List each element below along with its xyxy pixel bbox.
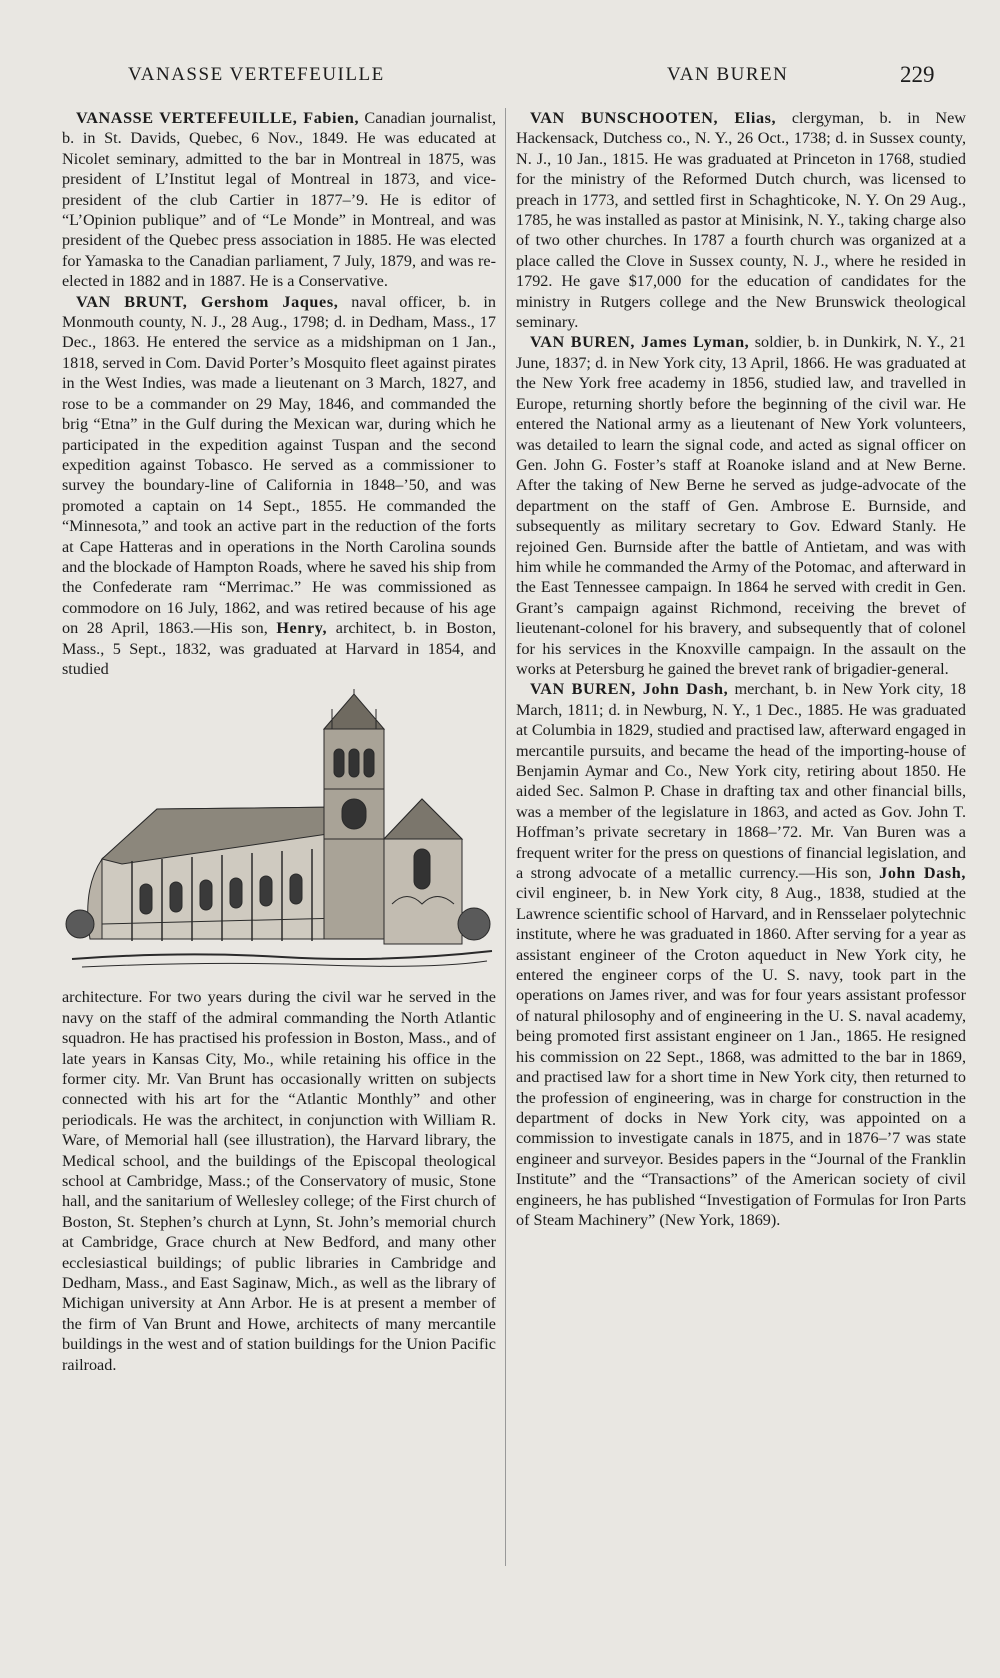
entry-text: naval officer, b. in Monmouth county, N. J., 28 Aug., 1798; d. in Dedham, Mass., 17 Dec., 1863. He entered the service as a midshipman on 1 Jan., 1818, served in Com. David Porter’s Mosquito fleet against pirates in the West Indies, was made a lieutenant on 3 March, 1827, and rose to be a commander on 29 May, 1846, and commanded the brig “Etna” in the Gulf during the Mexican war, during which he participated in the expedition against Tuspan and the second expedition against Tobasco. He served as a commissioner to survey the boundary-line of California in 1848–’50, and was promoted a captain on 14 Sept., 1855. He commanded the “Minnesota,” and took an active part in the reduction of the forts at Cape Hatteras and in operations in the North Carolina sounds and the blockade of Hampton Roads, where he saved his ship from the Confederate ram “Merrimac.” He was commissioned as commodore on 16 July, 1862, and was retired because of his age on 28 April, 1863.—His son, [62, 292, 497, 638]
entry-headword: VAN BRUNT, Gershom Jaques, [76, 292, 339, 311]
entry-text: Canadian journalist, b. in St. Davids, Quebec, 6 Nov., 1849. He was educated at Nicolet seminary, admitted to the bar in Montreal in 1875, was president of L’Institut legal of Montreal in 1873, and vice-president of the club Cartier in 1877–’9. He is editor of “L’Opinion publique” and of “Le Monde” in Montreal, and was president of the Quebec press association in 1885. He was elected for Yamaska to the Canadian parliament, 7 July, 1879, and was re-elected in 1882 and in 1887. He is a Conservative. [62, 109, 496, 291]
entry-text: civil engineer, b. in New York city, 8 Aug., 1838, studied at the Lawrence scientific school of Harvard, and in Rensselaer polytechnic institute, where he was graduated in 1860. After serving for a year as assistant engineer of the Croton aqueduct in New York city, he entered the engineer corps of the U. S. navy, took part in the operations on James river, and was for four years assistant professor of natural philosophy and of engineering in the U. S. naval academy, being promoted first assistant engineer on 1 Jan., 1865. He resigned his commission on 22 Sept., 1868, was admitted to the bar in 1869, and practised law for a short time in New York city, then returned to the profession of engineering, was in charge for construction in the department of docks in New York city, was appointed on a commission to investigate canals in 1875, and in 1876–’7 was state engineer and surveyor. Besides papers in the “Journal of the Franklin Institute” and the “Transactions” of the American society of civil engineers, he has published “Investigation of Formulas for Iron Parts of Steam Machinery” (New York, 1869). [516, 884, 966, 1229]
entry-text: architect, b. in Boston, Mass., 5 Sept., 1832, was graduated at Harvard in 1854, and studied [62, 619, 497, 678]
right-column [516, 108, 966, 1230]
entry-van-brunt-continued [62, 987, 496, 1375]
entry-van-bunschooten [516, 108, 966, 332]
entry-headword: VAN BUREN, John Dash, [530, 680, 729, 699]
son-headword: John Dash, [879, 864, 967, 883]
running-head-left: VANASSE VERTEFEUILLE [128, 64, 385, 85]
entry-headword: VANASSE VERTEFEUILLE, Fabien, [76, 109, 360, 127]
entry-vanasse-vertefeuille [62, 108, 496, 292]
entry-text: clergyman, b. in New Hackensack, Dutchess co., N. Y., 26 Oct., 1738; d. in Sussex county, N. J., 10 Jan., 1815. He was graduated at Princeton in 1768, studied for the ministry of the Reformed Dutch church, was licensed to preach in 1773, and settled first in Schaghticoke, N. Y. On 29 Aug., 1785, he was installed as pastor at Minisink, N. Y., taking charge also of two other churches. In 1787 a fourth church was organized at a place called the Clove in Sussex county, N. J., where he resided in 1792. He gave $17,000 for the education of candidates for the ministry in Rutgers college and the New Brunswick theological seminary. [516, 109, 966, 332]
entry-van-brunt [62, 292, 496, 680]
page-number: 229 [900, 62, 935, 87]
entry-text: merchant, b. in New York city, 18 March, 1811; d. in Newburg, N. Y., 1 Dec., 1885. He was graduated at Columbia in 1829, studied and practised law, afterward engaged in mercantile pursuits, and became the head of the importing-house of Benjamin Aymar and Co., New York city, retiring about 1850. He aided Sec. Salmon P. Chase in drafting tax and other financial bills, was a member of the legislature in 1863, and acted as Gov. John T. Hoffman’s private secretary in 1868–’72. Mr. Van Buren was a frequent writer for the press on questions of financial legislation, and a strong advocate of a metallic currency.—His son, [516, 680, 966, 883]
entry-text: soldier, b. in Dunkirk, N. Y., 21 June, 1837; d. in New York city, 13 April, 1866. He was graduated at the New York free academy in 1856, studied law, and travelled in Europe, returning shortly before the beginning of the civil war. He entered the National army as a lieutenant of New York volunteers, was detailed to learn the signal code, and acted as signal officer on Gen. John G. Foster’s staff at Roanoke island and at New Berne. After the taking of New Berne he served as judge-advocate of the department on the staff of Gen. Ambrose E. Burnside, and subsequently as military secretary to Gov. Edward Stanly. He rejoined Gen. Burnside after the battle of Antietam, and was with him while he commanded the Army of the Potomac, and afterward in the East Tennessee campaign. In 1864 he served with credit in Gen. Grant’s campaign against Richmond, receiving the brevet of lieutenant-colonel for his bravery, and subsequently that of colonel for his services in the Knoxville campaign. In the assault on the works at Petersburg he gained the brevet rank of brigadier-general. [516, 333, 966, 678]
entry-text: architecture. For two years during the civil war he served in the navy on the staff of the admiral commanding the North Atlantic squadron. He has practised his profession in Boston, Mass., and of late years in Kansas City, Mo., while retaining his office in the former city. Mr. Van Brunt has occasionally written on subjects connected with his art for the “Atlantic Monthly” and other periodicals. He was the architect, in conjunction with William R. Ware, of Memorial hall (see illustration), the Harvard library, the Medical school, and the buildings of the Episcopal theological school at Cambridge, Mass.; of the Conservatory of music, Stone hall, and the sanitarium of Wellesley college; of the First church of Boston, St. Stephen’s church at Lynn, St. John’s memorial church at Cambridge, Grace church at New Bedford, and many other ecclesiastical buildings; of public libraries in Cambridge and Dedham, Mass., and East Saginaw, Mich., as well as the library of Michigan university at Ann Arbor. He is at present a member of the firm of Van Brunt and Howe, architects of many mercantile buildings in the west and of station buildings for the Union Pacific railroad. [62, 988, 496, 1374]
entry-van-buren-john [516, 679, 966, 1230]
running-head-center: VAN BUREN [667, 64, 789, 85]
memorial-hall-illustration [62, 689, 496, 979]
son-headword: Henry, [276, 619, 328, 638]
entry-van-buren-james [516, 332, 966, 679]
column-divider [505, 108, 506, 1566]
left-column [62, 108, 496, 1375]
entry-headword: VAN BUNSCHOOTEN, Elias, [530, 109, 777, 127]
entry-headword: VAN BUREN, James Lyman, [530, 333, 750, 352]
running-head [0, 64, 1000, 94]
